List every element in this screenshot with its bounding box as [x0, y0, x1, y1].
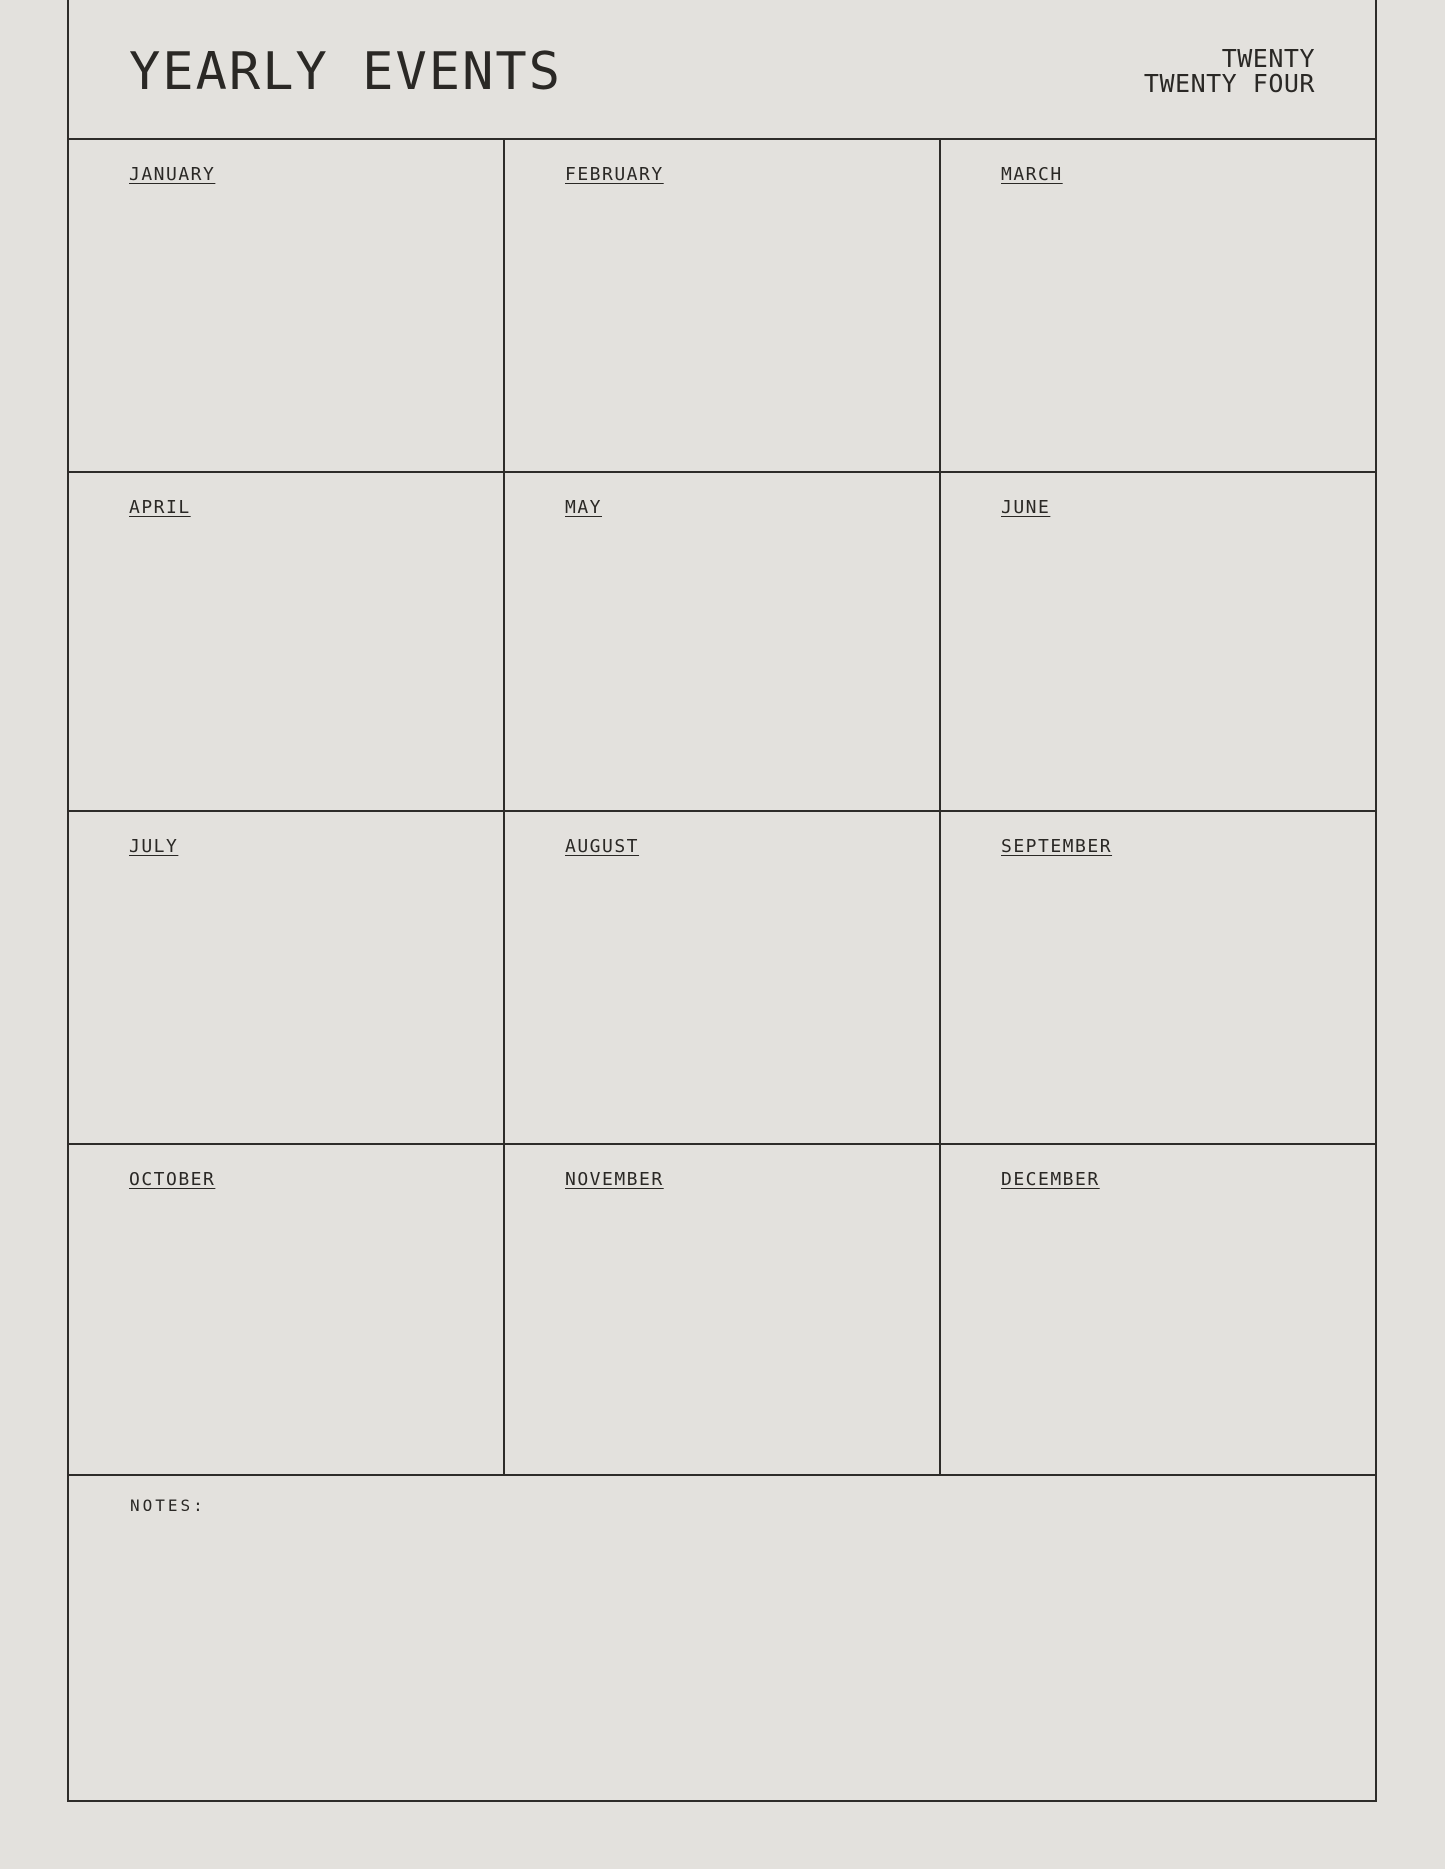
month-label: APRIL — [129, 497, 191, 518]
month-label: OCTOBER — [129, 1169, 216, 1190]
month-box-september[interactable] — [941, 812, 1375, 1145]
month-box-april[interactable] — [69, 473, 505, 812]
year-label — [1144, 46, 1315, 96]
month-label: JUNE — [1001, 497, 1051, 518]
month-label: JULY — [129, 836, 179, 857]
month-label: SEPTEMBER — [1001, 836, 1113, 857]
month-box-july[interactable] — [69, 812, 505, 1145]
month-box-may[interactable] — [505, 473, 941, 812]
notes-area[interactable] — [69, 1476, 1375, 1800]
month-label: DECEMBER — [1001, 1169, 1100, 1190]
month-box-january[interactable] — [69, 140, 505, 473]
planner-sheet — [67, 0, 1377, 1802]
month-box-december[interactable] — [941, 1145, 1375, 1476]
month-label: MARCH — [1001, 164, 1063, 185]
month-label: AUGUST — [565, 836, 640, 857]
month-box-october[interactable] — [69, 1145, 505, 1476]
notes-label: NOTES: — [130, 1496, 206, 1515]
month-box-august[interactable] — [505, 812, 941, 1145]
page-title: YEARLY EVENTS — [129, 42, 562, 102]
month-box-march[interactable] — [941, 140, 1375, 473]
year-line-2: TWENTY FOUR — [1143, 69, 1315, 98]
month-box-february[interactable] — [505, 140, 941, 473]
planner-header — [69, 0, 1375, 140]
month-label: MAY — [565, 497, 603, 518]
month-label: NOVEMBER — [565, 1169, 664, 1190]
month-label: JANUARY — [129, 164, 216, 185]
month-label: FEBRUARY — [565, 164, 664, 185]
year-line-1: TWENTY — [1221, 44, 1315, 73]
month-grid — [69, 140, 1375, 1476]
month-box-june[interactable] — [941, 473, 1375, 812]
month-box-november[interactable] — [505, 1145, 941, 1476]
